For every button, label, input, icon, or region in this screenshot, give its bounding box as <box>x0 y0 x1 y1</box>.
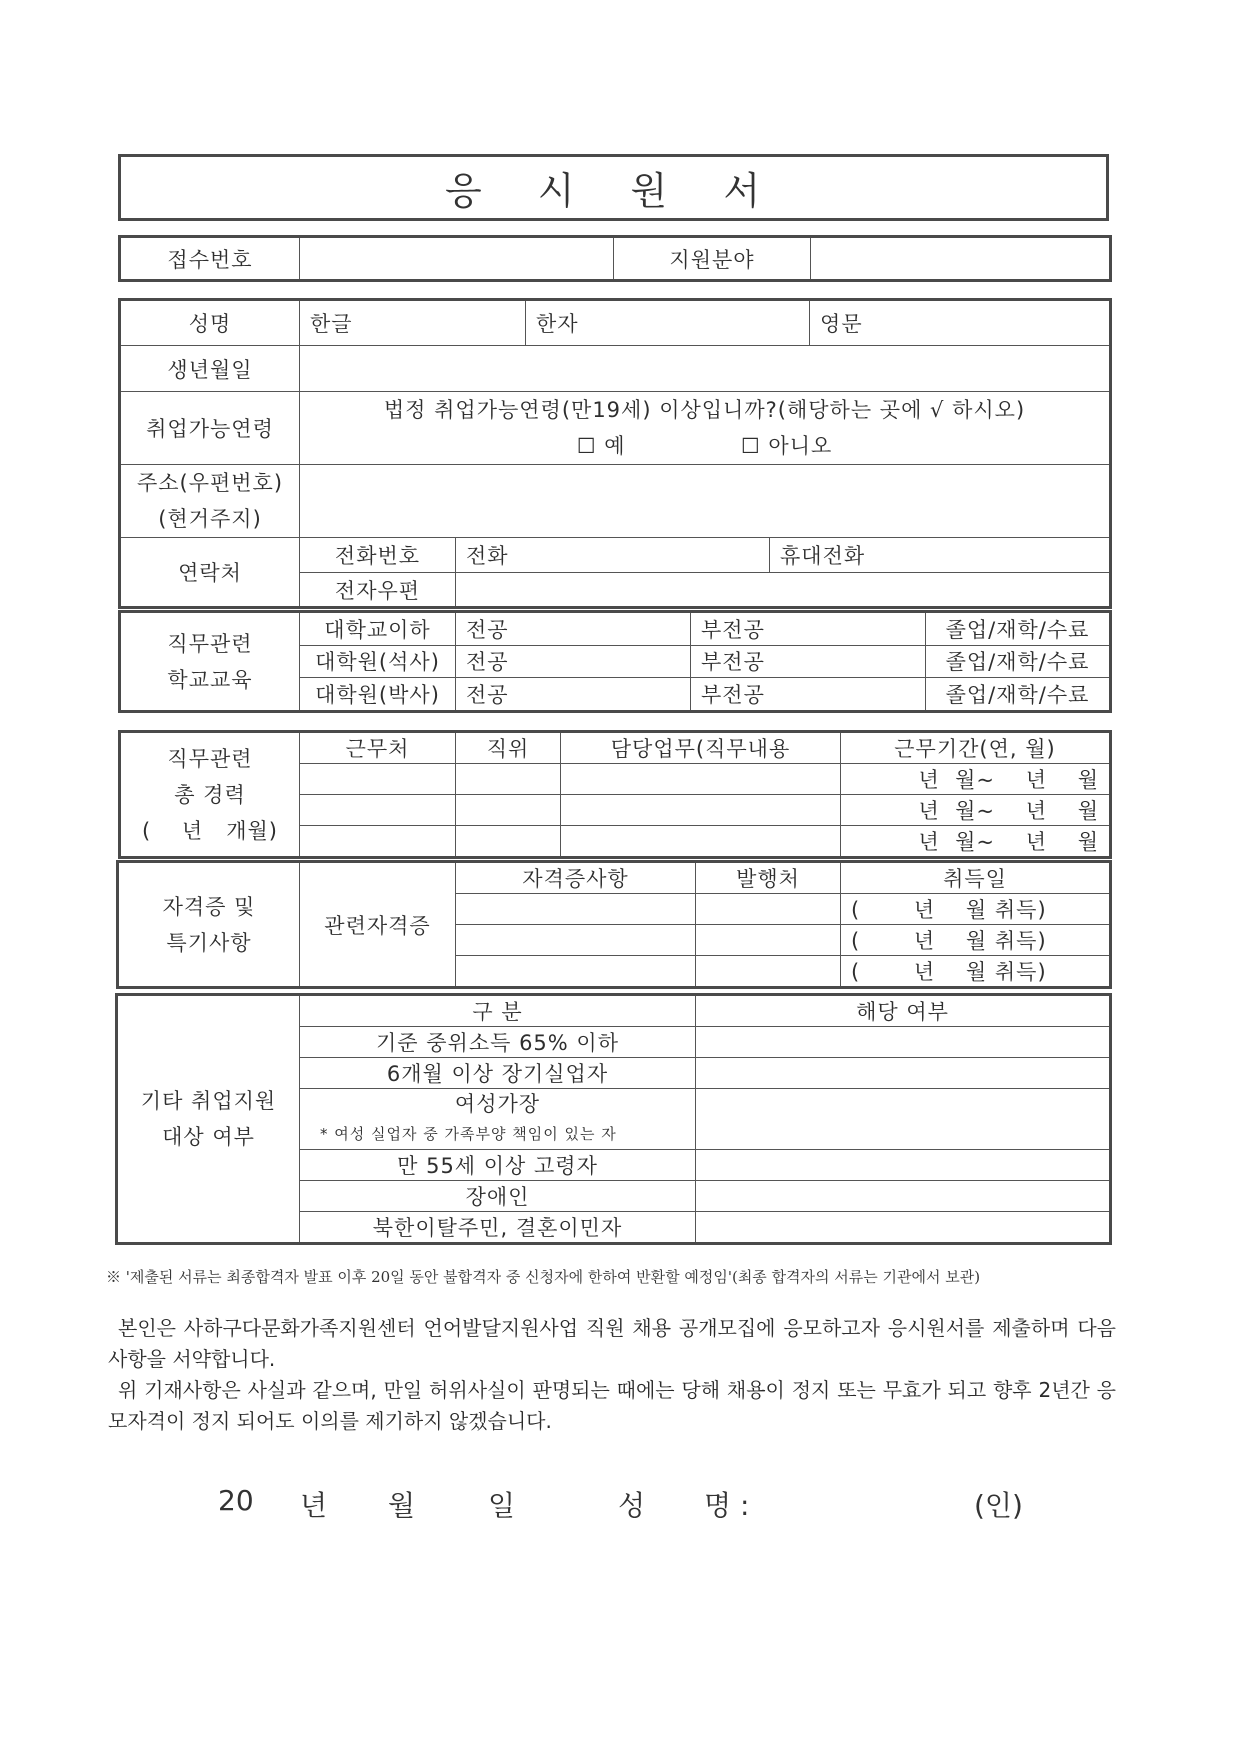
career-table <box>118 730 1112 859</box>
application-field-input[interactable] <box>811 237 1111 281</box>
working-age-question: 법정 취업가능연령(만19세) 이상입니까?(해당하는 곳에 √ 하시오) <box>383 398 1026 422</box>
support-item: 만 55세 이상 고령자 <box>300 1150 696 1181</box>
license-date-field[interactable]: ( 년 월 취득) <box>841 956 1111 988</box>
license-issuer-field[interactable] <box>696 956 841 988</box>
support-item: 장애인 <box>300 1181 696 1212</box>
support-applicable-field[interactable] <box>696 1150 1111 1181</box>
mobile-field[interactable]: 휴대전화 <box>770 538 1111 573</box>
education-status[interactable]: 졸업/재학/수료 <box>926 612 1111 646</box>
reception-number-label: 접수번호 <box>120 237 300 281</box>
workplace-field[interactable] <box>300 795 456 826</box>
address-label: 주소(우편번호) (현거주지) <box>120 465 300 538</box>
support-item: 북한이탈주민, 결혼이민자 <box>300 1212 696 1244</box>
period-field[interactable]: 년 월~ 년 월 <box>841 826 1111 858</box>
license-name-field[interactable] <box>456 956 696 988</box>
position-field[interactable] <box>456 826 561 858</box>
working-age-label: 취업가능연령 <box>120 392 300 465</box>
period-field[interactable]: 년 월~ 년 월 <box>841 795 1111 826</box>
related-license-label: 관련자격증 <box>300 862 456 988</box>
license-name-field[interactable] <box>456 925 696 956</box>
phone-field[interactable]: 전화 <box>456 538 770 573</box>
name-english-field[interactable]: 영문 <box>810 300 1111 346</box>
seal-mark: (인) <box>974 1489 1023 1522</box>
page-title: 응 시 원 서 <box>118 154 1109 221</box>
support-item-female-head: 여성가장 * 여성 실업자 중 가족부양 책임이 있는 자 <box>300 1089 696 1150</box>
license-header-name: 자격증사항 <box>456 862 696 894</box>
signature-month-unit: 월 <box>388 1489 416 1522</box>
minor-field[interactable]: 부전공 <box>691 645 926 678</box>
signature-name-label-2: 명 : <box>704 1489 750 1522</box>
license-header-issuer: 발행처 <box>696 862 841 894</box>
career-header-period: 근무기간(연, 월) <box>841 732 1111 764</box>
address-field[interactable] <box>300 465 1111 538</box>
education-status[interactable]: 졸업/재학/수료 <box>926 645 1111 678</box>
support-item: 6개월 이상 장기실업자 <box>300 1058 696 1089</box>
phone-number-label: 전화번호 <box>300 538 456 573</box>
support-header-category: 구 분 <box>300 995 696 1027</box>
age-yes-checkbox[interactable]: ☐ 예 <box>576 434 626 458</box>
name-korean-field[interactable]: 한글 <box>300 300 526 346</box>
email-label: 전자우편 <box>300 573 456 608</box>
reception-table <box>118 235 1112 282</box>
email-field[interactable] <box>456 573 1111 608</box>
position-field[interactable] <box>456 764 561 795</box>
signature-year[interactable]: 20 <box>218 1484 254 1517</box>
signature-name-field[interactable] <box>738 1484 968 1524</box>
reception-number-field[interactable] <box>300 237 614 281</box>
birthdate-label: 생년월일 <box>120 346 300 392</box>
document-return-footnote: ※ '제출된 서류는 최종합격자 발표 이후 20일 동안 불합격자 중 신청자에 한하여 반환할 예정임'(최종 합격자의 서류는 기관에서 보관) <box>106 1268 981 1286</box>
support-applicable-field[interactable] <box>696 1058 1111 1089</box>
license-issuer-field[interactable] <box>696 925 841 956</box>
minor-field[interactable]: 부전공 <box>691 678 926 712</box>
license-date-field[interactable]: ( 년 월 취득) <box>841 925 1111 956</box>
oath-paragraph: 위 기재사항은 사실과 같으며, 만일 허위사실이 판명되는 때에는 당해 채용이 정지 또는 무효가 되고 향후 2년간 응모자격이 정지 되어도 이의를 제기하지 않겠습니다. <box>108 1378 1116 1433</box>
contact-label: 연락처 <box>120 538 300 608</box>
duties-field[interactable] <box>561 764 841 795</box>
support-applicable-field[interactable] <box>696 1181 1111 1212</box>
name-label: 성명 <box>120 300 300 346</box>
oath-paragraph: 본인은 사하구다문화가족지원센터 언어발달지원사업 직원 채용 공개모집에 응모하고자 응시원서를 제출하며 다음 사항을 서약합니다. <box>108 1316 1116 1371</box>
education-table <box>118 610 1112 713</box>
major-field[interactable]: 전공 <box>456 678 691 712</box>
license-header-date: 취득일 <box>841 862 1111 894</box>
support-item: 기준 중위소득 65% 이하 <box>300 1027 696 1058</box>
working-age-cell <box>300 392 1111 465</box>
career-label: 직무관련 총 경력 ( 년 개월) <box>120 732 300 858</box>
signature-year-unit: 년 <box>300 1489 328 1522</box>
signature-day-unit: 일 <box>488 1489 516 1522</box>
major-field[interactable]: 전공 <box>456 612 691 646</box>
signature-name-label-1: 성 <box>618 1489 646 1522</box>
career-header-duties: 담당업무(직무내용 <box>561 732 841 764</box>
name-hanja-field[interactable]: 한자 <box>526 300 810 346</box>
duties-field[interactable] <box>561 826 841 858</box>
period-field[interactable]: 년 월~ 년 월 <box>841 764 1111 795</box>
birthdate-field[interactable] <box>300 346 1111 392</box>
license-label: 자격증 및 특기사항 <box>118 862 300 988</box>
minor-field[interactable]: 부전공 <box>691 612 926 646</box>
license-name-field[interactable] <box>456 894 696 925</box>
workplace-field[interactable] <box>300 764 456 795</box>
license-date-field[interactable]: ( 년 월 취득) <box>841 894 1111 925</box>
education-level: 대학교이하 <box>300 612 456 646</box>
license-table <box>116 860 1112 989</box>
application-field-label: 지원분야 <box>614 237 811 281</box>
career-header-position: 직위 <box>456 732 561 764</box>
age-no-checkbox[interactable]: ☐ 아니오 <box>740 434 833 458</box>
support-table <box>115 993 1112 1245</box>
duties-field[interactable] <box>561 795 841 826</box>
position-field[interactable] <box>456 795 561 826</box>
education-label: 직무관련 학교교육 <box>120 612 300 712</box>
oath-statement <box>108 1313 1116 1437</box>
support-applicable-field[interactable] <box>696 1089 1111 1150</box>
signature-line <box>218 1484 1098 1532</box>
support-applicable-field[interactable] <box>696 1212 1111 1244</box>
education-level: 대학원(박사) <box>300 678 456 712</box>
support-header-applicable: 해당 여부 <box>696 995 1111 1027</box>
workplace-field[interactable] <box>300 826 456 858</box>
education-status[interactable]: 졸업/재학/수료 <box>926 678 1111 712</box>
major-field[interactable]: 전공 <box>456 645 691 678</box>
career-header-workplace: 근무처 <box>300 732 456 764</box>
support-label: 기타 취업지원 대상 여부 <box>117 995 300 1244</box>
education-level: 대학원(석사) <box>300 645 456 678</box>
female-head-note: * 여성 실업자 중 가족부양 책임이 있는 자 <box>320 1125 617 1143</box>
license-issuer-field[interactable] <box>696 894 841 925</box>
support-applicable-field[interactable] <box>696 1027 1111 1058</box>
personal-info-table <box>118 298 1112 609</box>
